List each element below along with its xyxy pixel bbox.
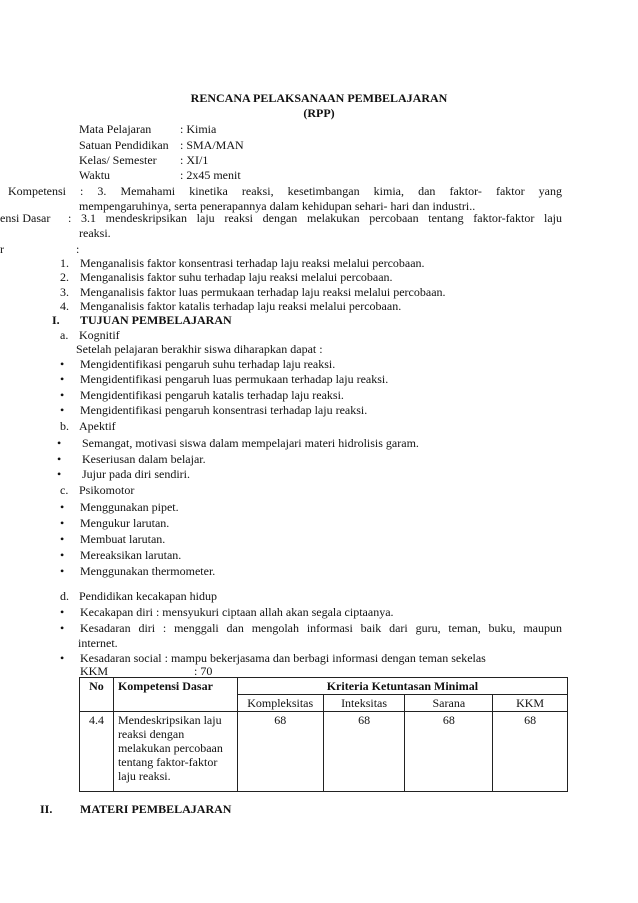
kkm-table: [79, 677, 568, 792]
kd-text: : 3.1 mendeskripsikan laju reaksi dengan melakukan percobaan tentang faktor-faktor laju: [68, 211, 562, 225]
list-item: Semangat, motivasi siswa dalam mempelajari materi hidrolisis garam.: [82, 436, 419, 450]
bullet-icon: •: [57, 436, 62, 450]
indikator-colon: :: [76, 242, 80, 256]
section-number: II.: [40, 802, 53, 816]
page-subtitle: (RPP): [303, 106, 335, 120]
bullet-icon: •: [57, 452, 62, 466]
subheader-kompleksitas: Kompleksitas: [237, 695, 323, 712]
subheader-kkm: KKM: [493, 695, 568, 712]
sub-heading-kognitif: Kognitif: [79, 328, 120, 342]
bullet-icon: •: [60, 605, 65, 619]
sub-letter: a.: [60, 328, 69, 342]
list-number: 1.: [60, 256, 69, 270]
identity-label: Satuan Pendidikan: [79, 138, 169, 152]
identity-label: Waktu: [79, 168, 111, 182]
identity-label: Kelas/ Semester: [79, 153, 157, 167]
cell-inteksitas: 68: [323, 712, 405, 792]
bullet-icon: •: [60, 564, 65, 578]
sub-heading-psikomotor: Psikomotor: [79, 483, 135, 497]
bullet-icon: •: [60, 532, 65, 546]
list-item-cont: internet.: [78, 636, 118, 650]
list-item: Mereaksikan larutan.: [80, 548, 182, 562]
identity-value: : XI/1: [180, 153, 209, 167]
kompetensi-text: : 3. Memahami kinetika reaksi, kesetimbangan kimia, dan faktor- faktor yang: [80, 184, 562, 198]
list-number: 4.: [60, 299, 69, 313]
bullet-icon: •: [60, 516, 65, 530]
section-number: I.: [52, 313, 60, 327]
list-item: Mengidentifikasi pengaruh katalis terhadap laju reaksi.: [80, 388, 344, 402]
list-item: Mengidentifikasi pengaruh luas permukaan terhadap laju reaksi.: [80, 372, 389, 386]
list-item: Kesadaran social : mampu bekerjasama dan berbagi informasi dengan teman sekelas: [80, 651, 486, 665]
sub-letter: b.: [60, 419, 69, 433]
cell-kkm: 68: [493, 712, 568, 792]
bullet-icon: •: [60, 621, 65, 635]
cell-kd-line: tentang faktor-faktor: [117, 755, 218, 769]
sub-letter: c.: [60, 483, 69, 497]
bullet-icon: •: [60, 388, 65, 402]
header-no: No: [80, 678, 114, 712]
list-item: Mengukur larutan.: [80, 516, 170, 530]
kd-text-cont: reaksi.: [79, 226, 111, 240]
list-item: Jujur pada diri sendiri.: [82, 467, 190, 481]
sub-heading-apektif: Apektif: [79, 419, 116, 433]
cell-kd-line: Mendeskripsikan laju: [117, 713, 222, 727]
identity-value: : SMA/MAN: [180, 138, 244, 152]
subheader-sarana: Sarana: [405, 695, 493, 712]
cell-kd-line: laju reaksi.: [117, 769, 171, 783]
kognitif-intro: Setelah pelajaran berakhir siswa diharapkan dapat :: [76, 342, 323, 356]
cell-kompleksitas: 68: [237, 712, 323, 792]
page-title: RENCANA PELAKSANAAN PEMBELAJARAN: [190, 91, 448, 105]
list-item: Menggunakan pipet.: [80, 500, 179, 514]
kompetensi-text-cont: mempengaruhinya, serta penerapannya dalam kehidupan sehari- hari dan industri..: [79, 199, 476, 213]
bullet-icon: •: [60, 548, 65, 562]
list-number: 3.: [60, 285, 69, 299]
table-row: [80, 712, 568, 792]
list-item: Kecakapan diri : mensyukuri ciptaan allah akan segala ciptaanya.: [80, 605, 394, 619]
list-item: Mengidentifikasi pengaruh konsentrasi terhadap laju reaksi.: [80, 403, 368, 417]
header-kd: Kompetensi Dasar: [113, 678, 237, 712]
list-item: Membuat larutan.: [80, 532, 166, 546]
table-header-row: [80, 678, 568, 695]
sub-letter: d.: [60, 589, 69, 603]
bullet-icon: •: [60, 357, 65, 371]
cell-sarana: 68: [405, 712, 493, 792]
subheader-inteksitas: Inteksitas: [323, 695, 405, 712]
list-item: Menganalisis faktor konsentrasi terhadap laju reaksi melalui percobaan.: [80, 256, 425, 270]
cell-kd-line: melakukan percobaan: [117, 741, 223, 755]
cell-kd: [113, 712, 237, 792]
bullet-icon: •: [60, 372, 65, 386]
kkm-label: KKM: [80, 664, 109, 678]
section-heading-materi: MATERI PEMBELAJARAN: [80, 802, 232, 816]
list-item: Menganalisis faktor katalis terhadap laju reaksi melalui percobaan.: [80, 299, 402, 313]
section-heading-tujuan: TUJUAN PEMBELAJARAN: [80, 313, 232, 327]
indikator-label: r: [0, 242, 4, 256]
list-item: Mengidentifikasi pengaruh suhu terhadap laju reaksi.: [80, 357, 336, 371]
list-item: Menganalisis faktor luas permukaan terhadap laju reaksi melalui percobaan.: [80, 285, 446, 299]
list-item: Keseriusan dalam belajar.: [82, 452, 206, 466]
cell-no: 4.4: [80, 712, 114, 792]
kd-label: ensi Dasar: [0, 211, 51, 225]
list-item: Menggunakan thermometer.: [80, 564, 216, 578]
list-number: 2.: [60, 270, 69, 284]
list-item: Menganalisis faktor suhu terhadap laju reaksi melalui percobaan.: [80, 270, 393, 284]
identity-value: : Kimia: [180, 122, 217, 136]
bullet-icon: •: [60, 651, 65, 665]
bullet-icon: •: [57, 467, 62, 481]
kompetensi-label: Kompetensi: [8, 184, 66, 198]
list-item: Kesadaran diri : menggali dan mengolah informasi baik dari guru, teman, buku, maupun: [80, 621, 562, 635]
identity-value: : 2x45 menit: [180, 168, 241, 182]
kkm-value: : 70: [194, 664, 213, 678]
header-kriteria: Kriteria Ketuntasan Minimal: [237, 678, 567, 695]
cell-kd-line: reaksi dengan: [117, 727, 185, 741]
bullet-icon: •: [60, 403, 65, 417]
identity-label: Mata Pelajaran: [79, 122, 152, 136]
bullet-icon: •: [60, 500, 65, 514]
sub-heading-kecakapan: Pendidikan kecakapan hidup: [79, 589, 217, 603]
